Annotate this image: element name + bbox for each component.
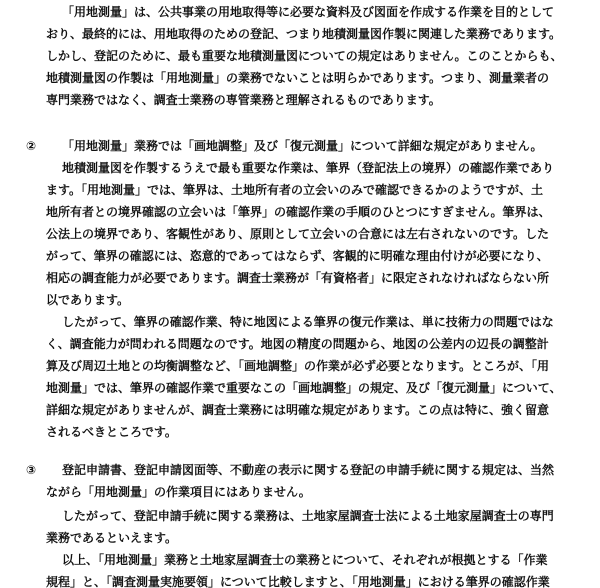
intro-line-4: 地積測量図の作製は「用地測量」の業務でないことは明らかであります。つまり、測量業者の [46,71,550,85]
section-3-line-3: したがって、登記申請手続に関する業務は、土地家屋調査士法による土地家屋調査士の専門 [62,509,554,523]
section-3-line-6: 規程」と、「調査測量実施要領」について比較しますと、「用地測量」における筆界の確認作業 [46,575,550,588]
intro-line-3: しかし、登記のために、最も重要な地積測量図についての規定はありません。このことからも、 [46,49,563,63]
intro-line-1: 「用地測量」は、公共事業の用地取得等に必要な資料及び図面を作成する作業を目的として [62,5,555,19]
section-3-line-2: ながら「用地測量」の作業項目にはありません。 [46,485,311,499]
section-2-line-5: 公法上の境界であり、客観性があり、原則として立会いの合意には左右されないのです。した [46,227,550,241]
section-2-line-2: 地積測量図を作製するうえで最も重要な作業は、筆界（登記法上の境界）の確認作業であり [62,161,555,175]
section-3-line-1: 登記申請書、登記申請図面等、不動産の表示に関する登記の申請手続に関する規定は、当然 [62,463,555,477]
section-3-marker: ③ [26,463,37,477]
section-2-marker: ② [26,139,37,153]
section-2-line-3: ます。「用地測量」では、筆界は、土地所有者の立会いのみで確認できるかのようですが、土 [46,183,544,197]
section-2-line-12: 地測量」では、筆界の確認作業で重要なこの「画地調整」の規定、及び「復元測量」について、 [46,381,562,395]
section-2-line-14: されるべきところです。 [46,425,177,439]
section-2-line-1: 「用地測量」業務では「画地調整」及び「復元測量」について詳細な規定がありません。 [62,139,543,153]
section-2-line-6: がって、筆界の確認には、恣意的であってはならず、客観的に明確な理由付けが必要になり、 [46,249,549,263]
section-3-line-5: 以上、「用地測量」業務と土地家屋調査士の業務とについて、それぞれが根拠とする「作業 [62,553,548,567]
section-2-line-10: く、調査能力が問われる問題なのです。地図の精度の問題から、地図の公差内の辺長の調整計 [46,337,549,351]
section-2-line-4: 地所有者との境界確認の立会いは「筆界」の確認作業の手順のひとつにすぎません。筆界は、 [46,205,551,219]
section-2-line-7: 相応の調査能力が必要であります。調査士業務が「有資格者」に限定されなければならない所 [46,271,550,285]
section-2-line-9: したがって、筆界の確認作業、特に地図による筆界の復元作業は、単に技術力の問題ではな [62,315,554,329]
intro-line-2: おり、最終的には、用地取得のための登記、つまり地積測量図作製に関連した業務であります。 [46,27,562,41]
section-2-line-8: 以であります。 [46,293,130,307]
section-3-line-4: 業務であるといえます。 [46,531,178,545]
intro-line-5: 専門業務ではなく、調査士業務の専管業務と理解されるものであります。 [46,93,441,107]
section-2-line-13: 詳細な規定がありませんが、調査士業務には明確な規定があります。この点は特に、強く留意 [46,403,550,417]
section-2-line-11: 算及び周辺土地との均衡調整など、「画地調整」の作業が必ず必要となります。ところが、「用 [46,359,550,373]
